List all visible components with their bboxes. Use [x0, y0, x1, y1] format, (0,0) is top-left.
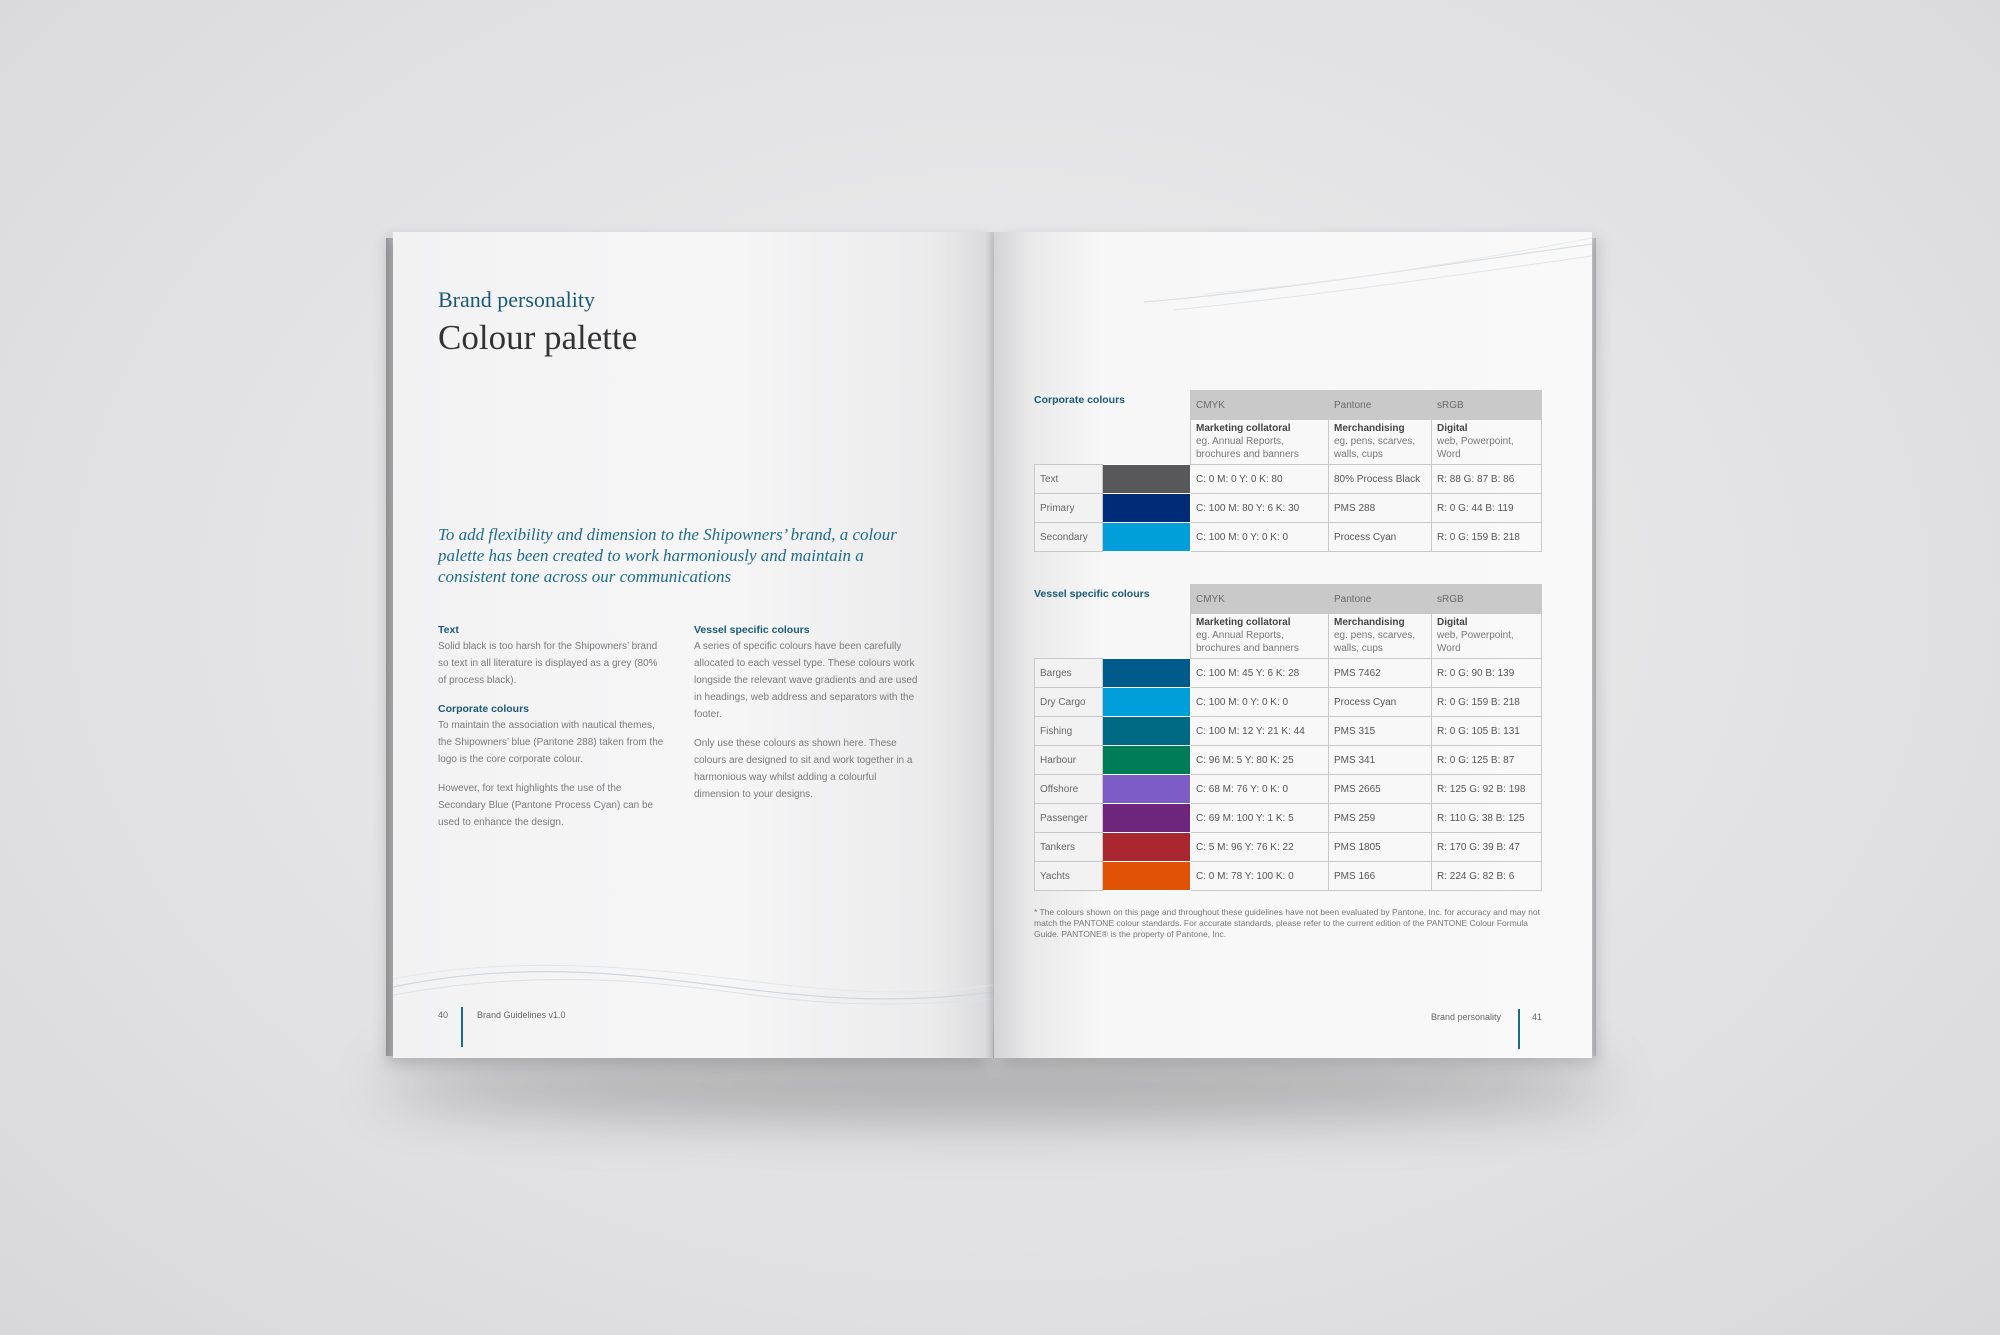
pantone-header: Pantone — [1329, 391, 1432, 420]
colour-name: Offshore — [1035, 775, 1103, 804]
cmyk-value: C: 100 M: 80 Y: 6 K: 30 — [1191, 494, 1329, 523]
cmyk-value: C: 5 M: 96 Y: 76 K: 22 — [1191, 833, 1329, 862]
colour-swatch — [1103, 717, 1191, 746]
cmyk-header: CMYK — [1191, 585, 1329, 614]
rgb-value: R: 0 G: 105 B: 131 — [1432, 717, 1542, 746]
corporate-colours-label: Corporate colours — [1034, 394, 1126, 406]
footer-text: Brand Guidelines v1.0 — [477, 1010, 566, 1020]
pantone-value: Process Cyan — [1329, 688, 1432, 717]
colour-name: Harbour — [1035, 746, 1103, 775]
pantone-disclaimer: * The colours shown on this page and throughout these guidelines have not been evaluated by Pantone, Inc. for accuracy and may not match the PANTONE colour standards. For accurate standards, please refer to the current edition of the PANTONE Colour Formula Guide. PANTONE® is the property of Pantone, Inc. — [1034, 907, 1540, 939]
header-wave — [1144, 232, 1592, 322]
vessel-colours-table — [1034, 584, 1542, 891]
intro-text: To add flexibility and dimension to the Shipowners’ brand, a colour palette has been created to work harmoniously and maintain a consistent tone across our communications — [438, 525, 897, 586]
colour-swatch — [1103, 862, 1191, 891]
colour-row — [1035, 494, 1542, 523]
cmyk-value: C: 100 M: 0 Y: 0 K: 0 — [1191, 688, 1329, 717]
pantone-usage: Merchandising eg. pens, scarves, walls, cups — [1329, 614, 1432, 659]
rgb-value: R: 224 G: 82 B: 6 — [1432, 862, 1542, 891]
colour-swatch — [1103, 523, 1191, 552]
colour-swatch — [1103, 465, 1191, 494]
pantone-value: PMS 341 — [1329, 746, 1432, 775]
vessel-body-1: A series of specific colours have been carefully allocated to each vessel type. These colours work longside the relevant wave gradients and are used in headings, web address and separators with the footer. — [694, 641, 918, 720]
rgb-value: R: 0 G: 90 B: 139 — [1432, 659, 1542, 688]
cmyk-usage: Marketing collatoral eg. Annual Reports, brochures and banners — [1191, 420, 1329, 465]
pantone-value: PMS 288 — [1329, 494, 1432, 523]
book-shadow — [380, 1050, 1610, 1120]
colour-row — [1035, 659, 1542, 688]
pantone-value: PMS 1805 — [1329, 833, 1432, 862]
cmyk-value: C: 68 M: 76 Y: 0 K: 0 — [1191, 775, 1329, 804]
cmyk-value: C: 100 M: 0 Y: 0 K: 0 — [1191, 523, 1329, 552]
pantone-usage: Merchandising eg. pens, scarves, walls, cups — [1329, 420, 1432, 465]
footer-wave — [393, 957, 993, 1017]
section-kicker: Brand personality — [438, 287, 596, 312]
footer-text: Brand personality — [1431, 1012, 1502, 1022]
cmyk-header: CMYK — [1191, 391, 1329, 420]
colour-swatch — [1103, 775, 1191, 804]
cmyk-value: C: 100 M: 45 Y: 6 K: 28 — [1191, 659, 1329, 688]
colour-row — [1035, 688, 1542, 717]
colour-name: Passenger — [1035, 804, 1103, 833]
rgb-value: R: 170 G: 39 B: 47 — [1432, 833, 1542, 862]
pantone-header: Pantone — [1329, 585, 1432, 614]
left-page — [393, 232, 993, 1058]
rgb-value: R: 110 G: 38 B: 125 — [1432, 804, 1542, 833]
colour-name: Text — [1035, 465, 1103, 494]
colour-row — [1035, 862, 1542, 891]
srgb-usage: Digital web, Powerpoint, Word — [1432, 420, 1542, 465]
colour-row — [1035, 833, 1542, 862]
colour-row — [1035, 775, 1542, 804]
vessel-colours-label: Vessel specific colours — [1034, 588, 1150, 600]
colour-name: Fishing — [1035, 717, 1103, 746]
corporate-colours-table — [1034, 390, 1542, 552]
pantone-value: PMS 315 — [1329, 717, 1432, 746]
page-number: 41 — [1532, 1012, 1543, 1022]
footer-separator — [1518, 1009, 1520, 1049]
pantone-value: Process Cyan — [1329, 523, 1432, 552]
pantone-value: PMS 259 — [1329, 804, 1432, 833]
colour-swatch — [1103, 494, 1191, 523]
cmyk-value: C: 69 M: 100 Y: 1 K: 5 — [1191, 804, 1329, 833]
rgb-value: R: 0 G: 44 B: 119 — [1432, 494, 1542, 523]
pantone-value: 80% Process Black — [1329, 465, 1432, 494]
vessel-heading: Vessel specific colours — [694, 624, 810, 636]
vessel-body-2: Only use these colours as shown here. These colours are designed to sit and work together in a harmonious way whilst adding a colourful dimension to your designs. — [694, 738, 913, 800]
left-column — [438, 622, 668, 843]
colour-swatch — [1103, 659, 1191, 688]
corporate-heading: Corporate colours — [438, 703, 530, 715]
colour-name: Tankers — [1035, 833, 1103, 862]
colour-swatch — [1103, 688, 1191, 717]
colour-name: Dry Cargo — [1035, 688, 1103, 717]
page-title: Colour palette — [438, 318, 638, 357]
colour-swatch — [1103, 804, 1191, 833]
colour-name: Primary — [1035, 494, 1103, 523]
page-number: 40 — [438, 1010, 449, 1020]
colour-row — [1035, 746, 1542, 775]
pantone-value: PMS 7462 — [1329, 659, 1432, 688]
colour-swatch — [1103, 746, 1191, 775]
colour-row — [1035, 717, 1542, 746]
colour-name: Secondary — [1035, 523, 1103, 552]
corporate-body-2: However, for text highlights the use of the Secondary Blue (Pantone Process Cyan) can be used to enhance the design. — [438, 783, 654, 828]
pantone-value: PMS 2665 — [1329, 775, 1432, 804]
cmyk-value: C: 0 M: 78 Y: 100 K: 0 — [1191, 862, 1329, 891]
srgb-header: sRGB — [1432, 585, 1542, 614]
cmyk-value: C: 100 M: 12 Y: 21 K: 44 — [1191, 717, 1329, 746]
srgb-header: sRGB — [1432, 391, 1542, 420]
colour-swatch — [1103, 833, 1191, 862]
right-page — [994, 232, 1592, 1058]
right-column — [694, 622, 924, 815]
rgb-value: R: 88 G: 87 B: 86 — [1432, 465, 1542, 494]
srgb-usage: Digital web, Powerpoint, Word — [1432, 614, 1542, 659]
cmyk-value: C: 0 M: 0 Y: 0 K: 80 — [1191, 465, 1329, 494]
text-heading: Text — [438, 624, 459, 636]
text-body: Solid black is too harsh for the Shipowners’ brand so text in all literature is displayed as a grey (80% of process black). — [438, 641, 658, 686]
footer-separator — [461, 1007, 463, 1047]
rgb-value: R: 0 G: 125 B: 87 — [1432, 746, 1542, 775]
cmyk-usage: Marketing collatoral eg. Annual Reports, brochures and banners — [1191, 614, 1329, 659]
cmyk-value: C: 96 M: 5 Y: 80 K: 25 — [1191, 746, 1329, 775]
colour-name: Yachts — [1035, 862, 1103, 891]
corporate-body-1: To maintain the association with nautical themes, the Shipowners’ blue (Pantone 288) taken from the logo is the core corporate colour. — [438, 720, 664, 765]
rgb-value: R: 125 G: 92 B: 198 — [1432, 775, 1542, 804]
colour-row — [1035, 465, 1542, 494]
rgb-value: R: 0 G: 159 B: 218 — [1432, 688, 1542, 717]
rgb-value: R: 0 G: 159 B: 218 — [1432, 523, 1542, 552]
colour-row — [1035, 523, 1542, 552]
colour-name: Barges — [1035, 659, 1103, 688]
colour-row — [1035, 804, 1542, 833]
pantone-value: PMS 166 — [1329, 862, 1432, 891]
